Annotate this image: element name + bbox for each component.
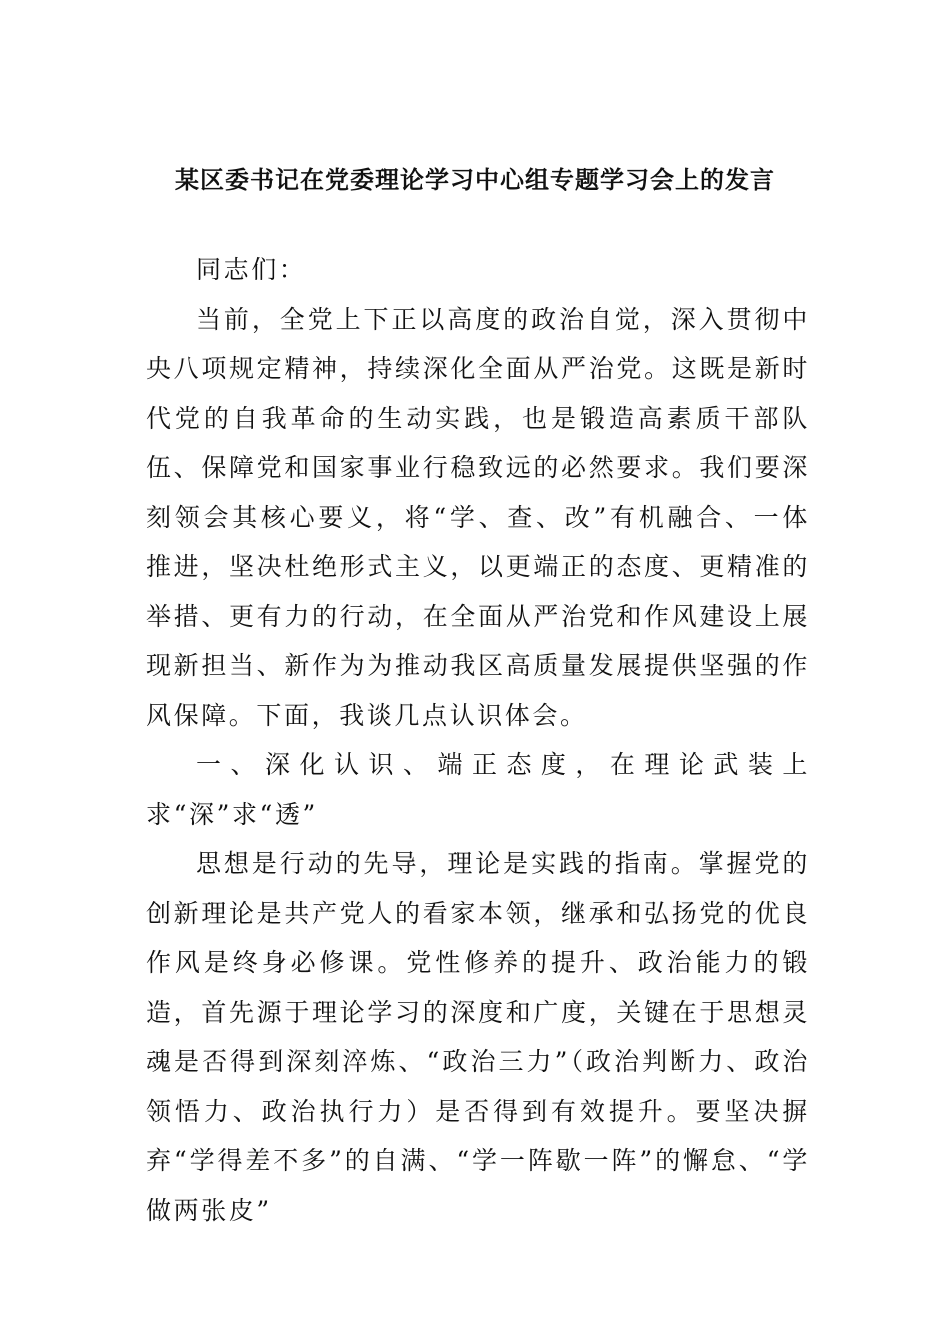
document-title: 某区委书记在党委理论学习中心组专题学习会上的发言 xyxy=(175,165,775,194)
paragraph-intro: 当前，全党上下正以高度的政治自觉，深入贯彻中央八项规定精神，持续深化全面从严治党。这既是新时代党的自我革命的生动实践，也是锻造高素质干部队伍、保障党和国家事业行稳致远的必然要求。我们要深刻领会其核心要义，将“学、查、改”有机融合、一体推进，坚决杜绝形式主义，以更端正的态度、更精准的举措、更有力的行动，在全面从严治党和作风建设上展现新担当、新作为为推动我区高质量发展提供坚强的作风保障。下面，我谈几点认识体会。 xyxy=(146,304,810,730)
paragraph-section-1: 思想是行动的先导，理论是实践的指南。掌握党的创新理论是共产党人的看家本领，继承和弘扬党的优良作风是终身必修课。党性修养的提升、政治能力的锻造，首先源于理论学习的深度和广度，关键在于思想灵魂是否得到深刻淬炼、“政治三力”（政治判断力、政治领悟力、政治执行力）是否得到有效提升。要坚决摒弃“学得差不多”的自满、“学一阵歇一阵”的懈怠、“学做两张皮” xyxy=(146,849,810,1225)
section-heading-1: 一、深化认识、端正态度，在理论武装上求“深”求“透” xyxy=(146,750,810,829)
document-body xyxy=(146,245,810,1235)
salutation: 同志们： xyxy=(196,255,307,284)
